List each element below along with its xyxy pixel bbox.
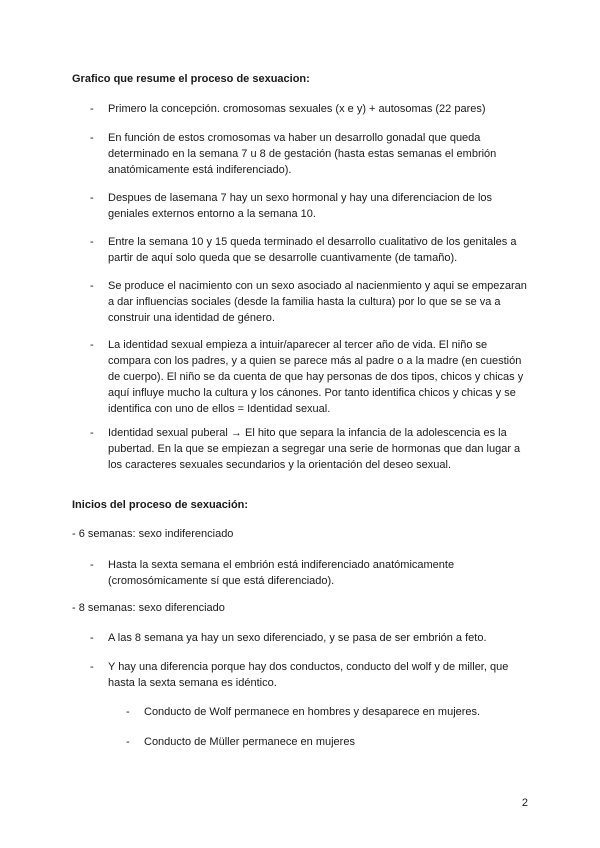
list-item-text: Se produce el nacimiento con un sexo asociado al nacienmiento y aqui se empezaran a dar influencias sociales (desde la familia hasta la cultura) por lo que se se va a construir una identidad de género. [108,280,527,324]
list-item-text: Primero la concepción. cromosomas sexuales (x e y) + autosomas (22 pares) [108,103,486,115]
bullet-dash: - [90,103,94,115]
bullet-dash: - [90,632,94,644]
bullet-dash: - [90,661,94,673]
page-number: 2 [521,797,528,809]
list-item-text: Identidad sexual puberal → El hito que separa la infancia de la adolescencia es la pubertad. En la que se empiezan a segregar una serie de hormonas que dan lugar a los caracteres sexuales secundarios y la orientación del deseo sexual. [108,427,521,471]
bullet-dash: - [90,339,94,351]
section-heading-inicios: Inicios del proceso de sexuación: [72,499,249,511]
week6-label: - 6 semanas: sexo indiferenciado [72,528,234,540]
bullet-dash: - [90,559,94,571]
list-item-text: En función de estos cromosomas va haber un desarrollo gonadal que queda determinado en la semana 7 u 8 de gestación (hasta estas semanas el embrión anatómicamente está indiferenciado). [108,132,497,176]
bullet-dash: - [90,132,94,144]
list-item-text: A las 8 semana ya hay un sexo diferenciado, y se pasa de ser embrión a feto. [108,632,487,644]
sub-list-item-text: Conducto de Müller permanece en mujeres [144,736,355,748]
bullet-dash: - [90,236,94,248]
list-item-text: Entre la semana 10 y 15 queda terminado el desarrollo cualitativo de los genitales a partir de aquí solo queda que se desarrolle cuantivamente (de tamaño). [108,236,517,264]
sub-list-item-text: Conducto de Wolf permanece en hombres y desaparece en mujeres. [144,706,481,718]
section-heading-grafico: Grafico que resume el proceso de sexuacion: [72,73,310,85]
week8-label: - 8 semanas: sexo diferenciado [72,602,225,614]
list-item-text: Despues de lasemana 7 hay un sexo hormonal y hay una diferenciacion de los geniales externos entorno a la semana 10. [108,192,493,220]
bullet-dash: - [126,736,130,748]
list-item-text: Y hay una diferencia porque hay dos conductos, conducto del wolf y de miller, que hasta la sexta semana es idéntico. [108,661,509,689]
list-item-text: Hasta la sexta semana el embrión está indiferenciado anatómicamente (cromosómicamente sí que está diferenciado). [108,559,455,587]
bullet-dash: - [126,706,130,718]
bullet-dash: - [90,427,94,439]
bullet-dash: - [90,280,94,292]
list-item-text: La identidad sexual empieza a intuir/aparecer al tercer año de vida. El niño se compara con los padres, y a quien se parece más al padre o a la madre (en cuestión de cuerpo). El niño se da cuenta de que hay personas de dos tipos, chicos y chicas y aquí influye mucho la cultura y los cánones. Por tanto identifica chicos y chicas y se identifica con uno de ellos = Identidad sexual. [108,339,524,415]
bullet-dash: - [90,192,94,204]
